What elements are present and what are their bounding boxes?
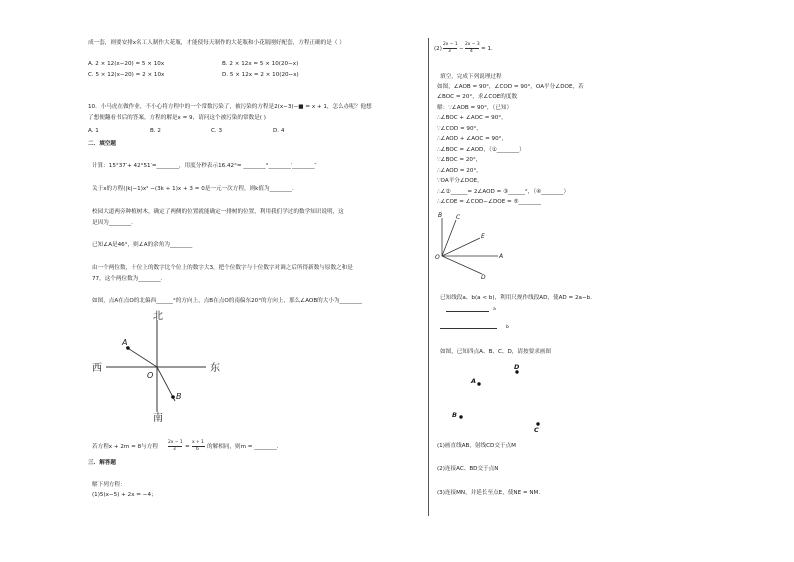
- fill-question-4: 已知∠A是46°，则∠A的余角为________: [92, 242, 193, 248]
- segment-a-line: [446, 311, 489, 312]
- q10-option-d: D. 4: [273, 128, 285, 134]
- compass-point-b-label: B: [176, 392, 182, 401]
- fill-question-7-prefix: 若方程x + 2m = 8与方程: [92, 444, 158, 450]
- ray-label-a: A: [499, 253, 504, 260]
- point-a-label: A: [471, 377, 477, 385]
- segment-b-label: b: [506, 325, 509, 330]
- fill-question-7-frac2-num: x + 1: [192, 440, 204, 445]
- compass-figure: [88, 308, 228, 426]
- draw-task-3: (3)连接MN，并延长至点E，使NE = NM.: [437, 490, 541, 496]
- fill-question-7-frac2-den: 6: [196, 447, 199, 452]
- fill-question-5-line2: 77，这个两位数为________.: [92, 276, 163, 282]
- compass-east-label: 东: [210, 363, 220, 374]
- draw-task-2: (2)连接AC、BD交于点N: [437, 466, 499, 472]
- ray-label-b: B: [438, 212, 443, 219]
- solve-equation-2-frac1-num: 2x − 1: [443, 42, 458, 47]
- q10-stem-line2: 了想便翻看书后的答案，方程的解是x = 9，请问这个被污染的常数是( ): [88, 115, 266, 121]
- proof-line-7: ∴∠BOC = ∠AOD，（①________）: [437, 147, 525, 153]
- q10-option-a: A. 1: [88, 128, 99, 134]
- compass-origin-label: O: [147, 371, 154, 380]
- solve-equation-2-frac1-den: 3: [448, 49, 451, 54]
- ray-label-c: C: [456, 214, 461, 221]
- point-c-label: C: [534, 426, 539, 434]
- compass-south-label: 南: [153, 413, 163, 424]
- q10-option-b: B. 2: [150, 128, 161, 134]
- section-solve-heading: 三．解答题: [88, 460, 116, 466]
- point-b-dot: [459, 415, 462, 418]
- draw-task-1: (1)画直线AB，射线CD交于点M: [437, 443, 516, 449]
- q9-stem: 成一套，则要安排x名工人制作大花瓶，才能使每天制作的大花瓶和小花瓶刚好配套，方程正确的是（ ）: [88, 40, 345, 46]
- q9-option-b: B. 2 × 12x = 5 × 10(20−x): [222, 61, 299, 67]
- column-divider: [428, 38, 429, 516]
- q10-option-c: C. 3: [211, 128, 223, 134]
- q10-stem-line1: 10．小马虎在做作业，不小心将方程中的一个常数污染了，被污染的方程是2(x−3)−■ = x + 1，怎么办呢？他想: [88, 104, 372, 110]
- segment-construction-task: 已知线段a、b(a < b)，利用尺规作线段AD，使AD = 2a−b.: [440, 295, 592, 301]
- segment-b-line: [440, 328, 497, 329]
- compass-north-label: 北: [153, 311, 163, 322]
- solve-equation-2-frac2-num: 2x − 3: [465, 42, 480, 47]
- compass-point-a-label: A: [122, 338, 128, 347]
- four-points-task: 如图，已知四点A、B、C、D，请按要求画图: [440, 349, 551, 355]
- point-a-dot: [477, 382, 480, 385]
- proof-line-11: ∴∠②______= 2∠AOD = ③______°，（④________）: [437, 189, 570, 195]
- solve-equation-2-minus: −: [459, 46, 464, 52]
- segment-a-label: a: [493, 307, 496, 312]
- proof-line-9: ∴∠AOD = 20°，: [437, 168, 482, 174]
- fill-question-6: 如图，点A在点O的北偏西______°的方向上，点B在点O的南偏东20°的方向上，那么∠AOB的大小为________: [92, 298, 362, 304]
- q9-option-a: A. 2 × 12(x−20) = 5 × 10x: [88, 61, 165, 67]
- fill-question-7-frac1-num: 2x − 1: [168, 440, 183, 445]
- solve-equation-2-suffix: = 1.: [481, 46, 493, 52]
- proof-line-5: ∵∠COD = 90°，: [437, 126, 482, 132]
- four-points-figure: [446, 360, 556, 435]
- proof-line-6: ∴∠AOD + ∠AOC = 90°，: [437, 136, 508, 142]
- fill-question-7-suffix: 的解相同，则m = ________.: [207, 444, 279, 450]
- angle-rays-figure: [434, 208, 516, 280]
- fill-question-7-equals: =: [185, 444, 190, 450]
- compass-west-label: 西: [92, 363, 102, 374]
- ray-label-o: O: [435, 254, 440, 261]
- solve-equation-2-prefix: (2): [434, 46, 442, 52]
- proof-line-10: ∵OA平分∠DOE，: [437, 178, 483, 184]
- proof-line-4: ∴∠BOC + ∠AOC = 90°，: [437, 115, 507, 121]
- point-b-label: B: [452, 411, 457, 419]
- ray-label-d: D: [481, 274, 486, 281]
- q9-option-c: C. 5 × 12(x−20) = 2 × 10x: [88, 72, 165, 78]
- solve-equation-1: (1)5(x−5) + 2x = −4；: [92, 492, 157, 498]
- proof-line-2: ∠BOC = 20°，求∠COE的度数: [437, 94, 518, 100]
- point-b-dot: [171, 395, 175, 399]
- proof-line-8: ∵∠BOC = 20°，: [437, 157, 482, 163]
- proof-title: 填空，完成下列说理过程: [440, 74, 502, 80]
- point-d-label: D: [514, 363, 520, 371]
- fill-question-3-line2: 是因为________.: [92, 220, 133, 226]
- fill-question-5-line1: 由一个两位数，十位上的数字比个位上的数字大3，把个位数字与十位数字对调之后所得新数与原数之和是: [92, 265, 353, 271]
- q9-option-d: D. 5 × 12x = 2 × 10(20−x): [222, 72, 299, 78]
- solve-equation-2-frac2-den: 4: [470, 49, 473, 54]
- fill-question-2: 关于x的方程(|k|−1)x² −(3k + 1)x + 3 = 0是一元一次方程，则k值为________.: [92, 186, 294, 192]
- solve-intro: 解下列方程：: [92, 482, 126, 488]
- section-fill-in-heading: 二．填空题: [88, 141, 116, 147]
- fill-question-1: 计算：15°37′+ 42°51′=________，用度分秒表示16.42°= ________°________′________″: [92, 163, 317, 169]
- proof-line-12: ∴∠COE = ∠COD−∠DOE = ⑤________: [437, 199, 541, 205]
- fill-question-3-line1: 校园大道两旁种植树木，确定了两侧的位置就能确定一排树的位置，利用我们学过的数学知识说明，这: [92, 209, 344, 215]
- proof-line-3: 解：∵∠AOB = 90°，（已知）: [437, 105, 513, 111]
- ray-label-e: E: [481, 233, 485, 240]
- proof-line-1: 如图，∠AOB = 90°，∠COD = 90°，OA平分∠DOE，若: [437, 84, 584, 90]
- fill-question-7-frac1-den: 3: [173, 447, 176, 452]
